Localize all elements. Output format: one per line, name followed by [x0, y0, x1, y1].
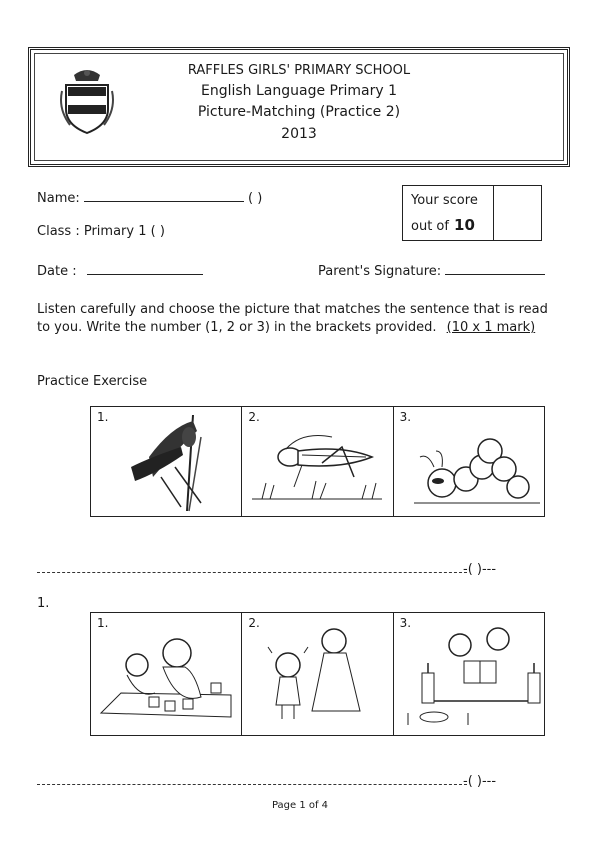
score-box [402, 185, 542, 241]
question-1-option-2[interactable] [242, 613, 393, 735]
name-input-line[interactable] [84, 189, 244, 202]
practice-picture-row [90, 406, 545, 517]
instructions-line1: Listen carefully and choose the picture that matches the sentence that is read [37, 302, 548, 317]
practice-option-2[interactable] [242, 407, 393, 516]
caterpillar-icon [394, 407, 545, 516]
grasshopper-on-stem-icon [91, 407, 242, 516]
school-crest-icon [58, 65, 116, 137]
date-label: Date : [37, 264, 77, 279]
subject-title: English Language Primary 1 [201, 83, 397, 99]
crying-child-mother-icon [242, 613, 393, 735]
score-divider [493, 186, 494, 240]
answer-bracket-practice[interactable]: -( )--- [463, 562, 497, 577]
parent-signature-field [318, 262, 545, 279]
name-field [37, 189, 262, 206]
option-number: 1. [97, 616, 109, 630]
name-paren: ( ) [248, 191, 263, 206]
option-number: 1. [97, 410, 109, 424]
name-label: Name: [37, 191, 80, 206]
mother-child-blocks-icon [91, 613, 242, 735]
score-total: 10 [454, 216, 475, 234]
marks-note: (10 x 1 mark) [446, 320, 536, 335]
option-number: 3. [399, 616, 412, 630]
score-out-of: out of [411, 219, 449, 234]
option-number: 2. [248, 616, 260, 630]
exam-year: 2013 [281, 126, 317, 142]
practice-option-3[interactable] [394, 407, 544, 516]
class-label: Class : Primary 1 ( ) [37, 224, 165, 239]
parent-signature-line[interactable] [445, 262, 545, 275]
family-reading-sofa-icon [394, 613, 545, 735]
parent-signature-label: Parent's Signature: [318, 264, 442, 279]
practice-title: Practice Exercise [37, 374, 148, 389]
answer-dashline-practice [37, 572, 467, 573]
answer-dashline-question-1 [37, 784, 467, 785]
date-field [37, 262, 203, 279]
score-label-line2 [411, 215, 475, 234]
answer-bracket-question-1[interactable]: -( )--- [463, 774, 497, 789]
question-1-picture-row [90, 612, 545, 736]
score-label-line1: Your score [411, 193, 478, 208]
page-number: Page 1 of 4 [271, 800, 329, 811]
cricket-on-grass-icon [242, 407, 393, 516]
question-1-option-3[interactable] [394, 613, 544, 735]
question-1-label: 1. [37, 596, 50, 611]
school-name: RAFFLES GIRLS' PRIMARY SCHOOL [187, 63, 411, 78]
date-input-line[interactable] [87, 262, 203, 275]
instructions-text: to you. Write the number (1, 2 or 3) in the brackets provided. [37, 320, 437, 335]
paper-title: Picture-Matching (Practice 2) [197, 104, 401, 120]
option-number: 2. [248, 410, 260, 424]
option-number: 3. [399, 410, 412, 424]
question-1-option-1[interactable] [91, 613, 242, 735]
practice-option-1[interactable] [91, 407, 242, 516]
instructions-line2 [37, 320, 535, 335]
